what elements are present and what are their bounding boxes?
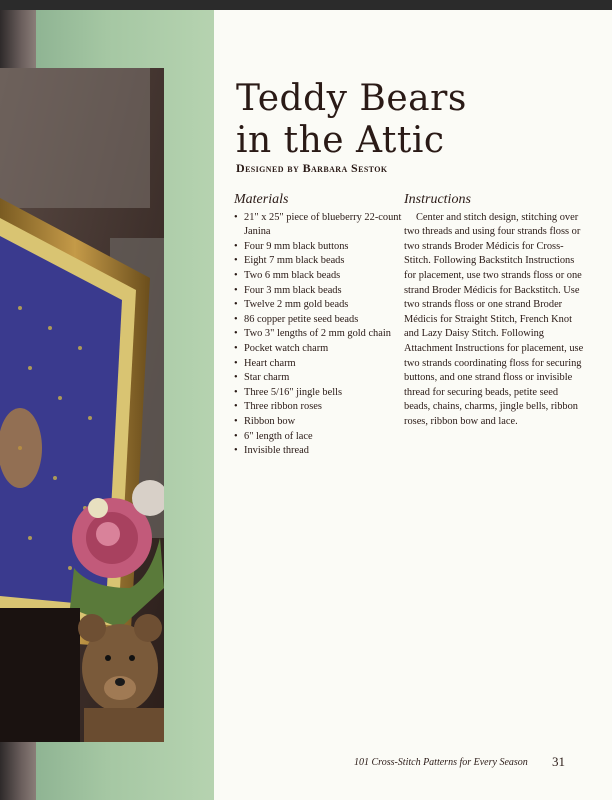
page-title	[236, 78, 467, 162]
material-item: • Eight 7 mm black beads	[234, 254, 402, 269]
material-item: • Two 6 mm black beads	[234, 269, 402, 284]
page-number: 31	[552, 754, 565, 769]
material-item: • 86 copper petite seed beads	[234, 313, 402, 328]
material-item: • Ribbon bow	[234, 415, 402, 430]
photo-illustration	[0, 68, 164, 742]
materials-heading: Materials	[234, 192, 289, 207]
book-title-footer: 101 Cross-Stitch Patterns for Every Season	[354, 757, 528, 768]
title-line-1: Teddy Bears	[236, 78, 467, 119]
scan-top-edge	[0, 0, 612, 10]
material-item: • Three ribbon roses	[234, 400, 402, 415]
instructions-section	[404, 193, 584, 430]
instructions-heading: Instructions	[404, 192, 471, 207]
title-line-2: in the Attic	[236, 120, 445, 161]
material-item: • Twelve 2 mm gold beads	[234, 298, 402, 313]
teddy-bear-photo	[0, 68, 164, 742]
material-item: • 6" length of lace	[234, 430, 402, 445]
material-item: • Four 3 mm black beads	[234, 284, 402, 299]
materials-list	[234, 211, 402, 459]
designer-credit: Designed by Barbara Sestok	[236, 161, 388, 175]
material-item: • Two 3" lengths of 2 mm gold chain	[234, 327, 402, 342]
material-item: • 21" x 25" piece of blueberry 22-count Janina	[234, 211, 402, 240]
material-item: • Star charm	[234, 371, 402, 386]
material-item: • Heart charm	[234, 357, 402, 372]
right-page	[214, 10, 612, 800]
instructions-text: Center and stitch design, stitching over two threads and using four strands floss or two strands Broder Médicis for Cross-Stitch. Following Backstitch Instructions for placement, use two strands floss or one strand Broder Médicis for Backstitch. Use two strands floss or one strand Broder Médicis for Straight Stitch, French Knot and Lazy Daisy Stitch. Following Attachment Instructions for placement, use two strands coordinating floss for securing buttons, and one strand floss or invisible thread for securing beads, petite seed beads, chains, charms, jingle bells, ribbon roses, ribbon bow and lace.	[404, 211, 584, 427]
material-item: • Invisible thread	[234, 444, 402, 459]
materials-section	[234, 193, 402, 459]
material-item: • Four 9 mm black buttons	[234, 240, 402, 255]
material-item: • Pocket watch charm	[234, 342, 402, 357]
material-item: • Three 5/16" jingle bells	[234, 386, 402, 401]
